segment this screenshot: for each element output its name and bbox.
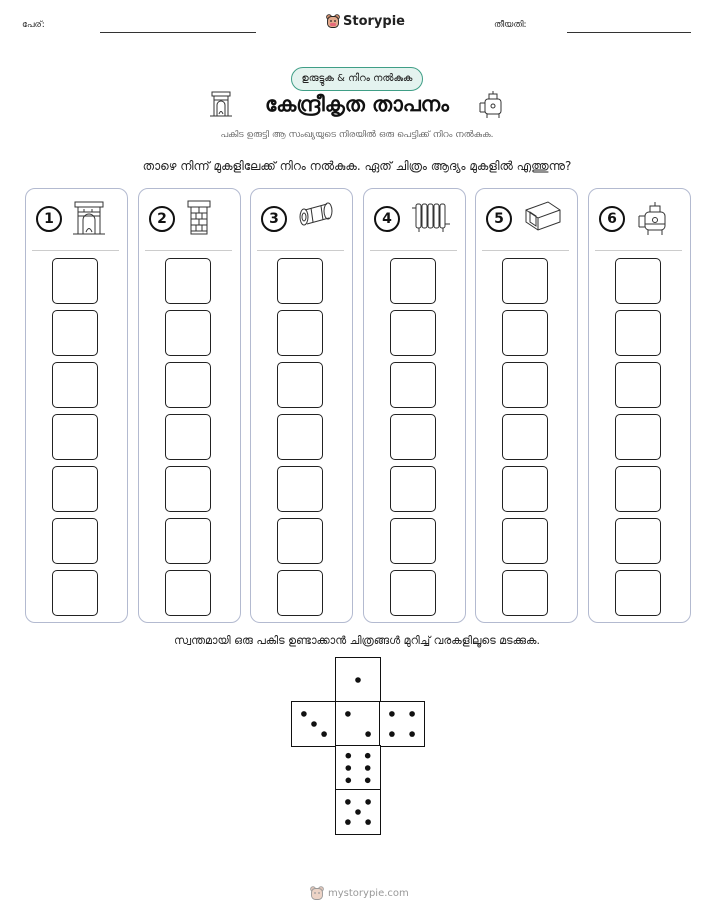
page-title: കേന്ദ്രീകൃത താപനം: [265, 92, 449, 116]
dice-column-6: [588, 188, 691, 623]
color-box[interactable]: [390, 570, 436, 616]
color-box[interactable]: [502, 310, 548, 356]
dice-pip: [389, 731, 395, 737]
footer-bear-icon: [310, 886, 324, 901]
color-box[interactable]: [502, 414, 548, 460]
dice-face-6: [335, 745, 381, 791]
boiler-icon: [635, 198, 671, 242]
date-label: തീയതി:: [494, 20, 527, 30]
color-box[interactable]: [502, 466, 548, 512]
dice-pip: [346, 778, 352, 784]
color-box[interactable]: [165, 570, 211, 616]
color-box[interactable]: [502, 570, 548, 616]
color-box[interactable]: [390, 518, 436, 564]
radiator-icon: [410, 198, 452, 238]
color-box[interactable]: [165, 362, 211, 408]
dice-face-4: [379, 701, 425, 747]
fireplace-icon: [72, 198, 106, 242]
dice-column-4: [363, 188, 466, 623]
column-divider: [595, 250, 682, 251]
color-box[interactable]: [52, 414, 98, 460]
name-line[interactable]: [100, 32, 256, 33]
dice-face-2: [335, 701, 381, 747]
page-subtitle: പകിട ഉരുട്ടി ആ സംഖ്യയുടെ നിരയിൽ ഒരു പെട്ടിക്ക് നിറം നൽകുക.: [220, 130, 494, 140]
column-number: 5: [486, 206, 512, 232]
brand-name: Storypie: [343, 14, 405, 29]
footer: [310, 886, 409, 901]
dice-pip: [365, 753, 371, 759]
dice-pip: [365, 799, 371, 805]
dice-pip: [365, 765, 371, 771]
dice-pip: [365, 731, 371, 737]
color-box[interactable]: [52, 518, 98, 564]
dice-pip: [345, 819, 351, 825]
dice-column-1: [25, 188, 128, 623]
dice-pip: [389, 711, 395, 717]
column-divider: [370, 250, 457, 251]
chimney-icon: [185, 198, 213, 242]
footer-site: mystorypie.com: [328, 888, 409, 899]
dice-pip: [355, 809, 361, 815]
color-box[interactable]: [52, 362, 98, 408]
color-box[interactable]: [615, 414, 661, 460]
color-box[interactable]: [165, 466, 211, 512]
color-box[interactable]: [615, 362, 661, 408]
dice-face-3: [291, 701, 337, 747]
color-box[interactable]: [615, 258, 661, 304]
color-box[interactable]: [502, 258, 548, 304]
column-divider: [32, 250, 119, 251]
color-box[interactable]: [52, 310, 98, 356]
dice-column-5: [475, 188, 578, 623]
column-number: 1: [36, 206, 62, 232]
dice-pip: [365, 778, 371, 784]
column-number: 2: [149, 206, 175, 232]
activity-tag: ഉരുട്ടുക & നിറം നൽകുക: [291, 67, 424, 91]
color-box[interactable]: [165, 518, 211, 564]
color-box[interactable]: [52, 258, 98, 304]
color-box[interactable]: [277, 570, 323, 616]
color-box[interactable]: [165, 414, 211, 460]
color-box[interactable]: [277, 518, 323, 564]
color-box[interactable]: [390, 466, 436, 512]
color-box[interactable]: [615, 570, 661, 616]
column-divider: [482, 250, 569, 251]
color-box[interactable]: [502, 518, 548, 564]
color-box[interactable]: [277, 362, 323, 408]
dice-pip: [301, 711, 307, 717]
color-box[interactable]: [52, 570, 98, 616]
color-box[interactable]: [165, 310, 211, 356]
column-number: 6: [599, 206, 625, 232]
column-divider: [257, 250, 344, 251]
dice-pip: [345, 799, 351, 805]
color-box[interactable]: [277, 414, 323, 460]
title-boiler-icon: [477, 88, 505, 124]
question-text: താഴെ നിന്ന് മുകളിലേക്ക് നിറം നൽകുക. ഏത് ചിത്രം ആദ്യം മുകളിൽ എത്തുന്നു?: [142, 159, 572, 173]
color-box[interactable]: [390, 362, 436, 408]
dice-pip: [346, 765, 352, 771]
duct-icon: [522, 198, 564, 236]
color-box[interactable]: [390, 414, 436, 460]
column-divider: [145, 250, 232, 251]
dice-pip: [355, 677, 361, 683]
dice-pip: [345, 711, 351, 717]
dice-pip: [321, 731, 327, 737]
dice-pip: [409, 731, 415, 737]
color-box[interactable]: [502, 362, 548, 408]
dice-column-3: [250, 188, 353, 623]
color-box[interactable]: [615, 466, 661, 512]
storypie-bear-icon: [326, 14, 340, 29]
color-box[interactable]: [390, 310, 436, 356]
color-box[interactable]: [390, 258, 436, 304]
dice-pip: [409, 711, 415, 717]
color-box[interactable]: [277, 466, 323, 512]
dice-column-2: [138, 188, 241, 623]
pipe-icon: [297, 198, 337, 236]
dice-pip: [365, 819, 371, 825]
color-box[interactable]: [615, 518, 661, 564]
name-label: പേര്:: [22, 20, 45, 30]
color-box[interactable]: [52, 466, 98, 512]
dice-pip: [311, 721, 317, 727]
dice-pip: [346, 753, 352, 759]
storypie-logo: [326, 14, 405, 29]
color-box[interactable]: [277, 258, 323, 304]
color-box[interactable]: [165, 258, 211, 304]
date-line[interactable]: [567, 32, 691, 33]
dice-instruction: സ്വന്തമായി ഒരു പകിട ഉണ്ടാക്കാൻ ചിത്രങ്ങൾ മുറിച്ച് വരകളിലൂടെ മടക്കുക.: [174, 634, 540, 647]
column-number: 3: [261, 206, 287, 232]
dice-face-5: [335, 789, 381, 835]
dice-face-1: [335, 657, 381, 703]
color-box[interactable]: [615, 310, 661, 356]
column-number: 4: [374, 206, 400, 232]
color-box[interactable]: [277, 310, 323, 356]
